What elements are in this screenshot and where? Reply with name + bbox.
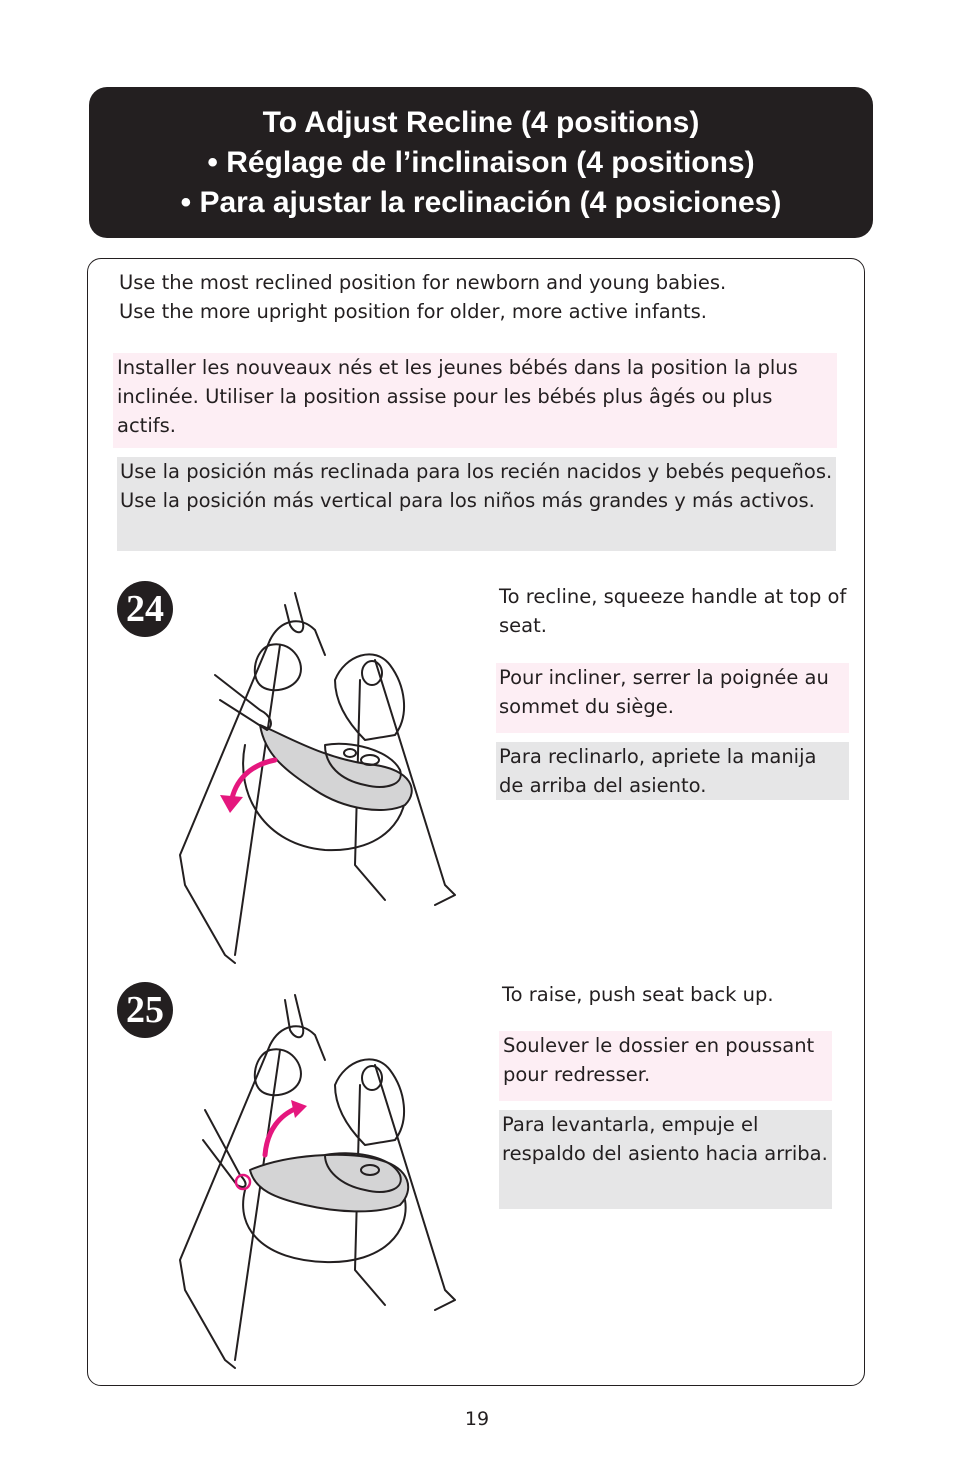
step-25-spanish: Para levantarla, empuje el respaldo del asiento hacia arriba. (499, 1110, 832, 1209)
intro-english-line-2: Use the more upright position for older, more active infants. (119, 300, 708, 323)
recline-swing-illustration (175, 585, 465, 965)
step-24-spanish: Para reclinarlo, apriete la manija de arriba del asiento. (496, 742, 849, 800)
intro-french: Installer les nouveaux nés et les jeunes bébés dans la position la plus inclinée. Utiliser la position assise pour les bébés plus âgés ou plus actifs. (113, 353, 837, 448)
step-24-badge: 24 (117, 581, 173, 637)
step-24-french: Pour incliner, serrer la poignée au sommet du siège. (496, 663, 849, 733)
title-spanish: • Para ajustar la reclinación (4 posiciones) (180, 185, 782, 219)
step-24-english: To recline, squeeze handle at top of seat. (499, 585, 847, 637)
intro-english (119, 268, 819, 326)
page-number: 19 (464, 1408, 490, 1430)
intro-english-line-1: Use the most reclined position for newborn and young babies. (119, 271, 727, 294)
raise-swing-illustration (175, 990, 465, 1370)
title-english: To Adjust Recline (4 positions) (262, 105, 700, 139)
intro-spanish: Use la posición más reclinada para los recién nacidos y bebés pequeños. Use la posición más vertical para los niños más grandes y más activos. (117, 457, 836, 551)
title-french: • Réglage de l’inclinaison (4 positions) (207, 145, 755, 179)
step-25-english: To raise, push seat back up. (502, 983, 774, 1006)
step-25-french: Soulever le dossier en poussant pour redresser. (499, 1031, 832, 1101)
step-25-badge: 25 (117, 982, 173, 1038)
title-banner (89, 87, 873, 238)
